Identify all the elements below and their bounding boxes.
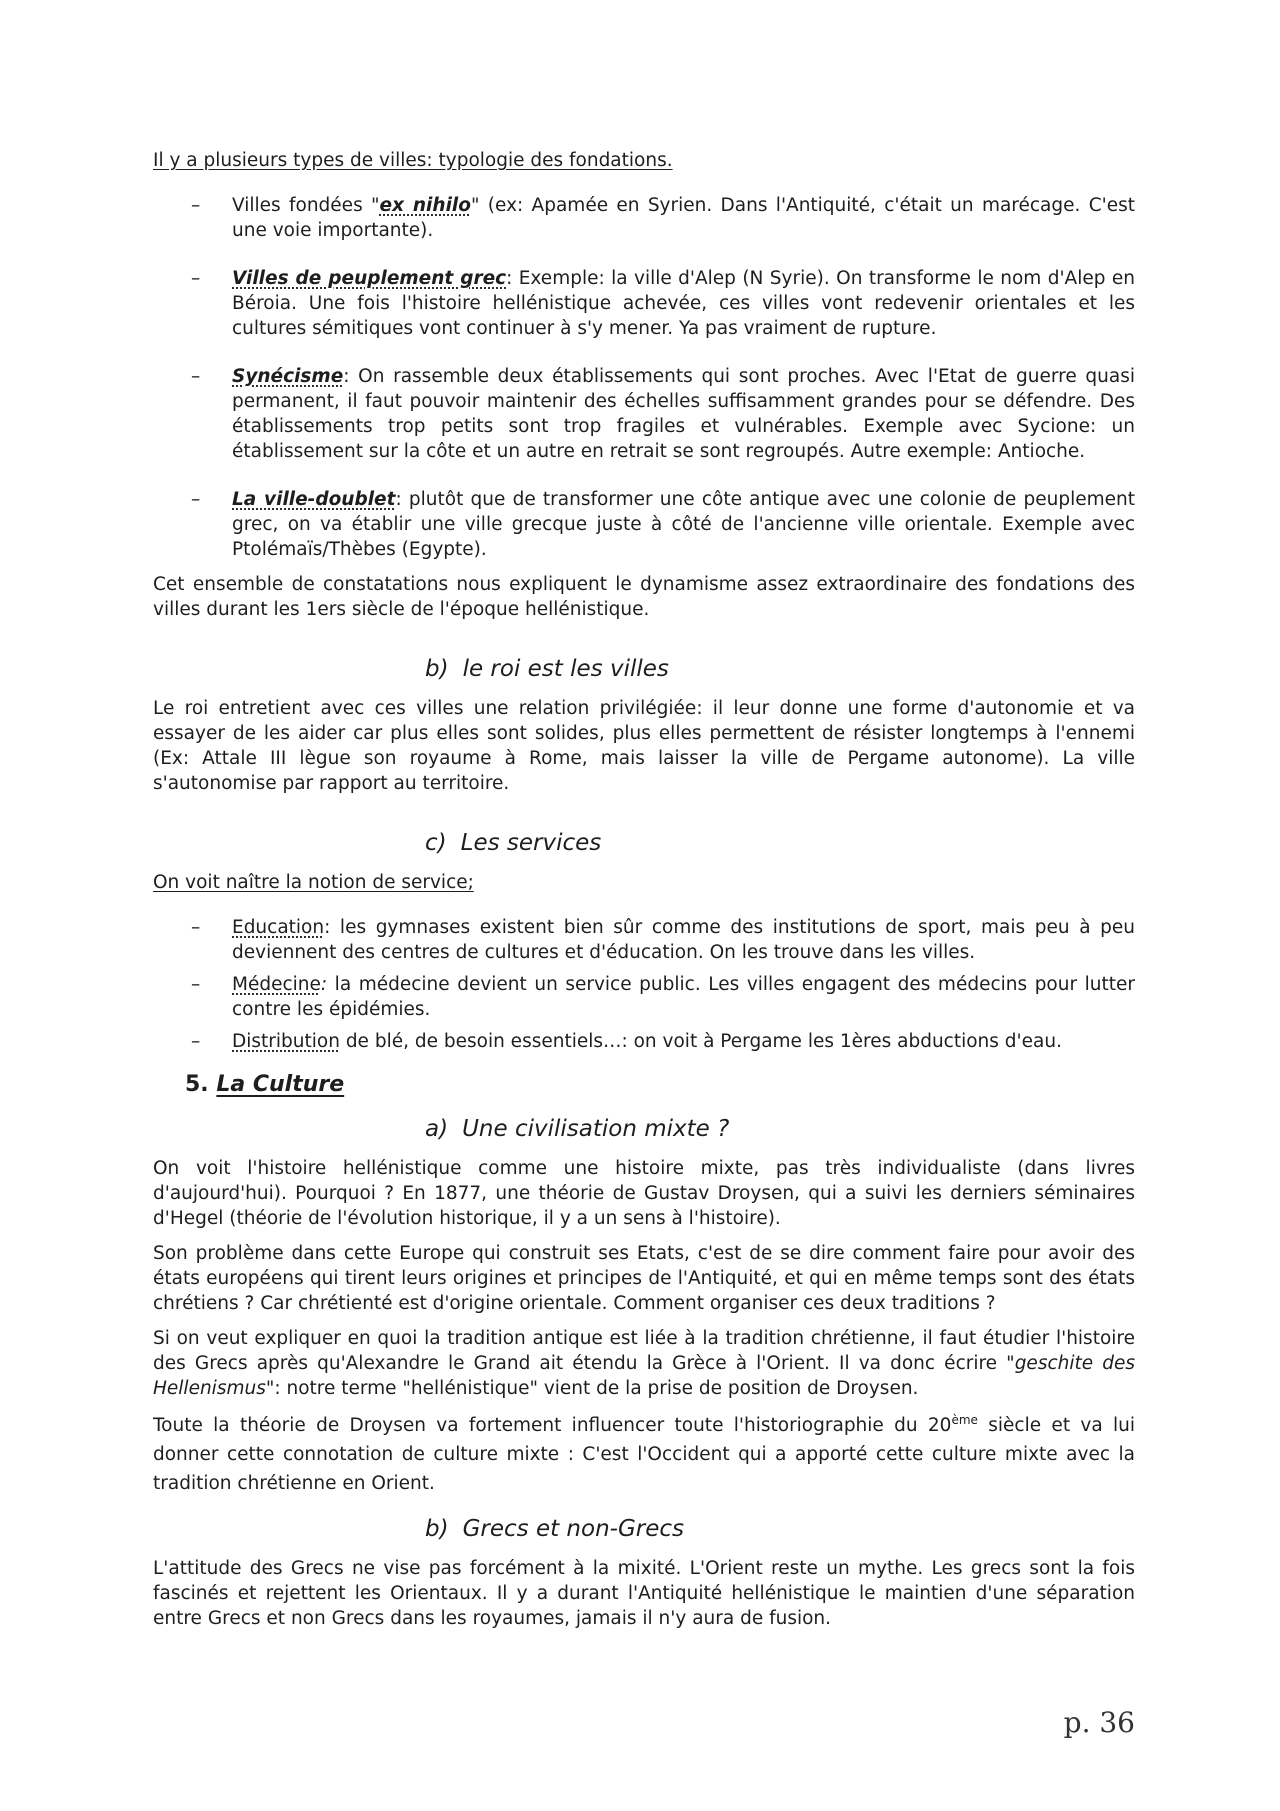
dash-bullet: – xyxy=(191,974,201,995)
list-item xyxy=(153,972,1135,1022)
term: Villes de peuplement grec xyxy=(232,268,507,289)
paragraph-text: Toute la théorie de Droysen va fortement influencer toute l'historiographie du 20 xyxy=(153,1415,952,1436)
subsection-title: Grecs et non-Grecs xyxy=(462,1516,685,1542)
paragraph-text: ": notre terme "hellénistique" vient de la prise de position de Droysen. xyxy=(265,1378,919,1399)
dash-bullet: – xyxy=(191,268,201,289)
item-text: de blé, de besoin essentiels…: on voit à Pergame les 1ères abductions d'eau. xyxy=(339,1031,1062,1052)
conclusion-paragraph: Cet ensemble de constatations nous expliquent le dynamisme assez extraordinaire des fondations des villes durant les 1ers siècle de l'époque hellénistique. xyxy=(153,574,1135,620)
page-number: p. 36 xyxy=(1063,1706,1135,1739)
dash-bullet: – xyxy=(191,366,201,387)
subsection-heading xyxy=(425,1514,1135,1544)
list-item xyxy=(153,364,1135,464)
subsection-letter: b) xyxy=(425,656,449,682)
list-item xyxy=(153,1029,1135,1054)
paragraph-text: Si on veut expliquer en quoi la tradition antique est liée à la tradition chrétienne, il faut étudier l'histoire des Grecs après qu'Alexandre le Grand ait étendu la Grèce à l'Orient. Il va donc écrire " xyxy=(153,1328,1135,1374)
item-text: : les gymnases existent bien sûr comme des institutions de sport, mais peu à peu deviennent des centres de cultures et d'éducation. On les trouve dans les villes. xyxy=(232,917,1135,963)
paragraph: On voit l'histoire hellénistique comme une histoire mixte, pas très individualiste (dans livres d'aujourd'hui). Pourquoi ? En 1877, une théorie de Gustav Droysen, qui a suivi les derniers séminaires d'Hegel (théorie de l'évolution historique, il y a un sens à l'histoire). xyxy=(153,1158,1135,1229)
dash-bullet: – xyxy=(191,489,201,510)
services-intro xyxy=(153,870,1135,895)
services-list xyxy=(153,915,1135,1054)
services-intro-text: On voit naître la notion de service; xyxy=(153,872,474,893)
subsection-letter: c) xyxy=(425,830,447,856)
term: Education xyxy=(232,917,325,938)
dash-bullet: – xyxy=(191,1031,201,1052)
roi-paragraph: Le roi entretient avec ces villes une relation privilégiée: il leur donne une forme d'autonomie et va essayer de les aider car plus elles sont solides, plus elles permettent de résister longtemps à l'ennemi (Ex: Attale III lègue son royaume à Rome, mais laisser la ville de Pergame autonome). La ville s'autonomise par rapport au territoire. xyxy=(153,698,1135,794)
item-text: Villes fondées " xyxy=(232,195,380,216)
paragraph xyxy=(153,1411,1135,1498)
term: La ville-doublet xyxy=(232,489,396,510)
list-item xyxy=(153,915,1135,965)
subsection-heading xyxy=(425,828,1135,858)
document-page xyxy=(153,148,1135,1631)
paragraph-text: siècle et va lui donner cette connotation de culture mixte : C'est l'Occident qui a apporté cette culture mixte avec la tradition chrétienne en Orient. xyxy=(153,1415,1135,1494)
paragraph xyxy=(153,1326,1135,1401)
book-title: geschite des Hellenismus xyxy=(153,1353,1135,1399)
item-text: la médecine devient un service public. Les villes engagent des médecins pour lutter contre les épidémies. xyxy=(232,974,1135,1020)
typology-intro xyxy=(153,148,1135,173)
subsection-letter: b) xyxy=(425,1516,449,1542)
paragraph: L'attitude des Grecs ne vise pas forcément à la mixité. L'Orient reste un mythe. Les grecs sont la fois fascinés et rejettent les Orientaux. Il y a durant l'Antiquité hellénistique le maintien d'une séparation entre Grecs et non Grecs dans les royaumes, jamais il n'y aura de fusion. xyxy=(153,1558,1135,1629)
subsection-title: Les services xyxy=(460,830,602,856)
subsection-title: Une civilisation mixte ? xyxy=(462,1116,730,1142)
term: Médecine xyxy=(232,974,321,995)
list-item xyxy=(153,193,1135,243)
item-text: : Exemple: la ville d'Alep (N Syrie). On transforme le nom d'Alep en Béroia. Une fois l'histoire hellénistique achevée, ces villes vont redevenir orientales et les cultures sémitiques vont continuer à s'y mener. Ya pas vraiment de rupture. xyxy=(232,268,1135,339)
subsection-title: le roi est les villes xyxy=(462,656,669,682)
subsection-heading xyxy=(425,1114,1135,1144)
city-types-list xyxy=(153,193,1135,562)
item-text: " (ex: Apamée en Syrien. Dans l'Antiquité, c'était un marécage. C'est une voie importante). xyxy=(232,195,1135,241)
subsection-letter: a) xyxy=(425,1116,449,1142)
term: Distribution xyxy=(232,1031,340,1052)
section-title: La Culture xyxy=(216,1072,345,1097)
term: ex nihilo xyxy=(379,195,471,216)
section-heading xyxy=(185,1070,1135,1100)
item-text: : On rassemble deux établissements qui sont proches. Avec l'Etat de guerre quasi permanent, il faut pouvoir maintenir des échelles suffisamment grandes pour se défendre. Des établissements trop petits sont trop fragiles et vulnérables. Exemple avec Sycione: un établissement sur la côte et un autre en retrait se sont regroupés. Autre exemple: Antioche. xyxy=(232,366,1135,462)
list-item xyxy=(153,487,1135,562)
section-number: 5. xyxy=(185,1072,209,1097)
item-text: : xyxy=(320,974,328,995)
superscript: ème xyxy=(951,1412,978,1427)
dash-bullet: – xyxy=(191,195,201,216)
paragraph: Son problème dans cette Europe qui construit ses Etats, c'est de se dire comment faire pour avoir des états européens qui tirent leurs origines et principes de l'Antiquité, et qui en même temps sont des états chrétiens ? Car chrétienté est d'origine orientale. Comment organiser ces deux traditions ? xyxy=(153,1243,1135,1314)
dash-bullet: – xyxy=(191,917,201,938)
item-text: : plutôt que de transformer une côte antique avec une colonie de peuplement grec, on va établir une ville grecque juste à côté de l'ancienne ville orientale. Exemple avec Ptolémaïs/Thèbes (Egypte). xyxy=(232,489,1135,560)
term: Synécisme xyxy=(232,366,344,387)
subsection-heading xyxy=(425,654,1135,684)
typology-intro-text: Il y a plusieurs types de villes: typologie des fondations. xyxy=(153,150,673,171)
list-item xyxy=(153,266,1135,341)
